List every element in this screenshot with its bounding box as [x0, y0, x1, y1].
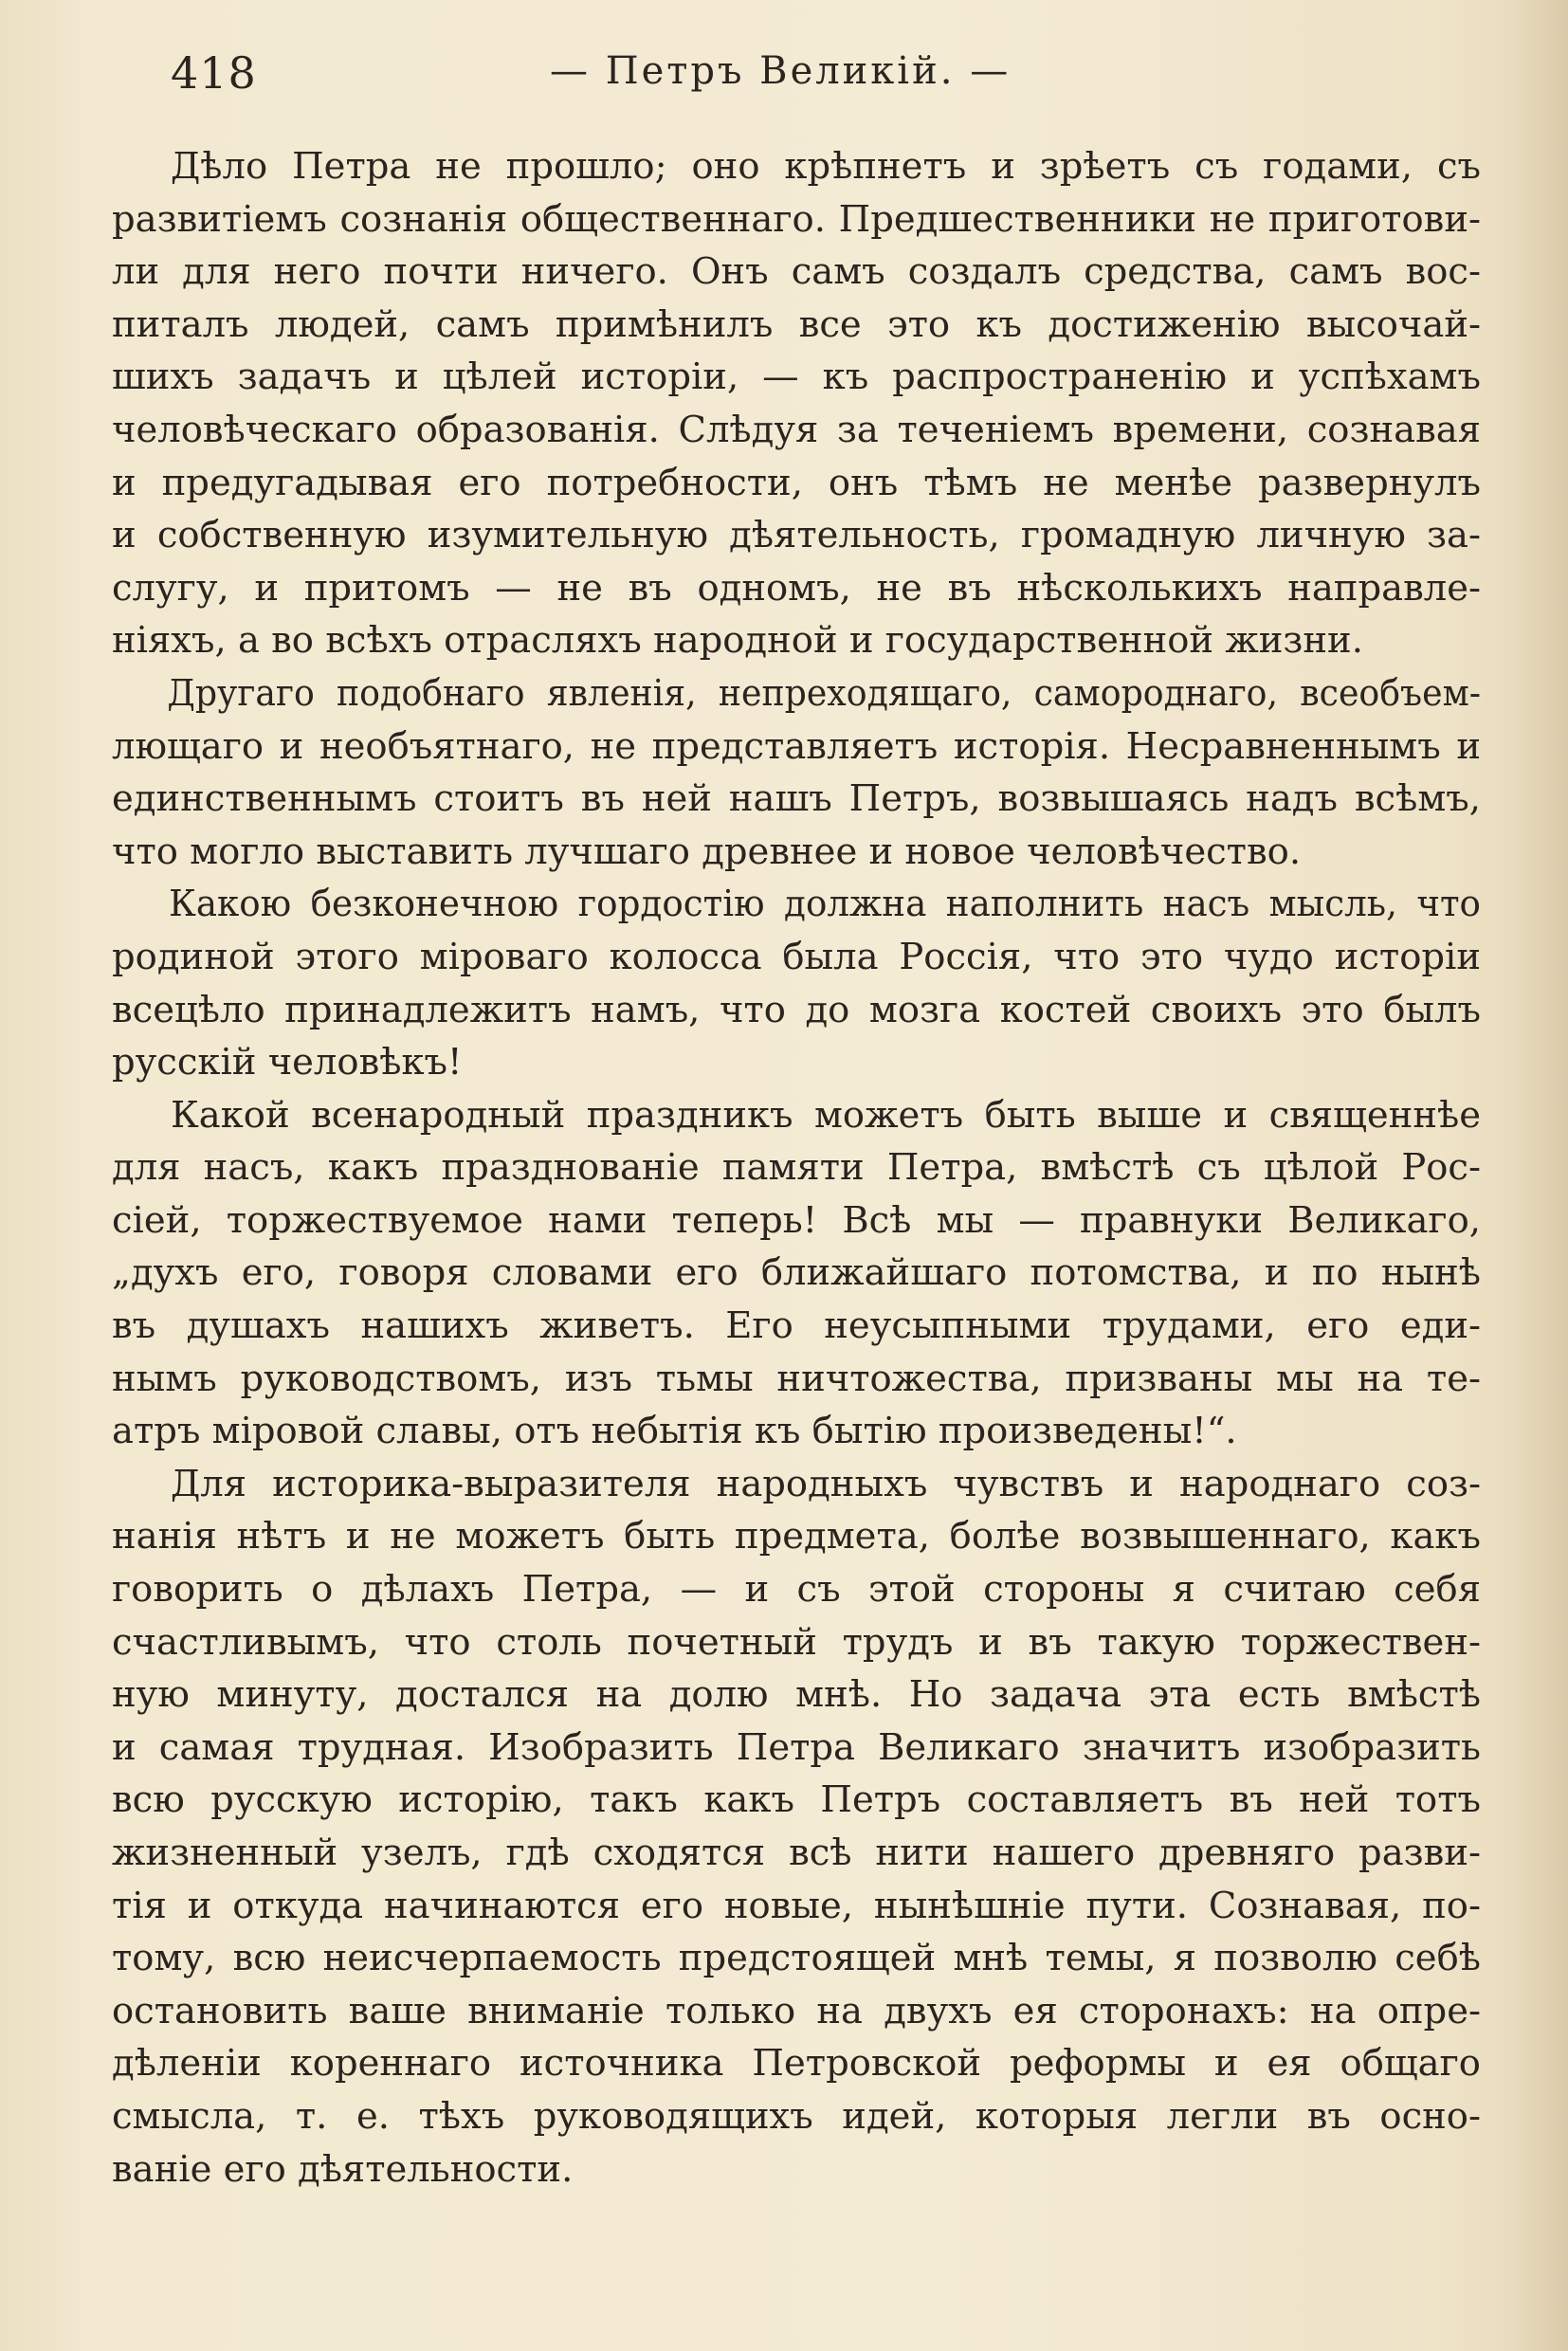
text-line: ніяхъ, а во всѣхъ отрасляхъ народной и государственной жизни. [112, 619, 1363, 663]
text-line: Другаго подобнаго явленія, непреходящаго, самороднаго, всеобъем- [167, 671, 1482, 715]
text-line: и самая трудная. Изобразить Петра Великаго значитъ изобразить [112, 1725, 1481, 1769]
paragraph [112, 140, 1481, 667]
text-line: тому, всю неисчерпаемость предстоящей мнѣ темы, я позволю себѣ [112, 1937, 1481, 1980]
text-line: всю русскую исторію, такъ какъ Петръ составляетъ въ ней тотъ [112, 1778, 1481, 1822]
text-line: для насъ, какъ празднованіе памяти Петра, вмѣстѣ съ цѣлой Рос- [112, 1146, 1481, 1190]
text-line: нанія нѣтъ и не можетъ быть предмета, болѣе возвышеннаго, какъ [112, 1515, 1481, 1558]
text-line: и собственную изумительную дѣятельность, громадную личную за- [112, 514, 1481, 557]
text-line: „духъ его, говоря словами его ближайшаго потомства, и по нынѣ [112, 1251, 1481, 1295]
text-line: ную минуту, достался на долю мнѣ. Но задача эта есть вмѣстѣ [112, 1673, 1481, 1717]
text-line: тія и откуда начинаются его новые, нынѣшніе пути. Сознавая, по- [112, 1884, 1481, 1927]
text-line: сіей, торжествуемое нами теперь! Всѣ мы — правнуки Великаго, [112, 1198, 1481, 1242]
text-line: единственнымъ стоитъ въ ней нашъ Петръ, возвышаясь надъ всѣмъ, [112, 777, 1481, 821]
text-line: Какой всенародный праздникъ можетъ быть выше и священнѣе [171, 1093, 1481, 1137]
text-line: счастливымъ, что столь почетный трудъ и въ такую торжествен- [112, 1620, 1481, 1664]
page-number: 418 [171, 47, 257, 99]
text-line: шихъ задачъ и цѣлей исторіи, — къ распространенію и успѣхамъ [112, 355, 1481, 399]
text-line: родиной этого міроваго колосса была Россія, что это чудо исторіи [112, 935, 1481, 978]
text-line: всецѣло принадлежитъ намъ, что до мозга костей своихъ это былъ [112, 988, 1481, 1031]
text-line: смысла, т. е. тѣхъ руководящихъ идей, которыя легли въ осно- [112, 2094, 1481, 2138]
text-line: говорить о дѣлахъ Петра, — и съ этой стороны я считаю себя [112, 1568, 1481, 1612]
text-line: Для историка-выразителя народныхъ чувствъ и народнаго соз- [171, 1462, 1481, 1505]
running-title: — Петръ Великій. — [550, 49, 1012, 93]
body-text [112, 140, 1481, 2196]
text-line: жизненный узелъ, гдѣ сходятся всѣ нити нашего древняго разви- [112, 1832, 1481, 1874]
paragraph [112, 667, 1481, 878]
paragraph [112, 1089, 1481, 1458]
text-line: нымъ руководствомъ, изъ тьмы ничтожества, призваны мы на те- [112, 1357, 1481, 1400]
paragraph [112, 878, 1481, 1088]
paragraph [112, 1458, 1481, 2196]
text-line: дѣленіи кореннаго источника Петровской реформы и ея общаго [112, 2042, 1481, 2086]
text-line: ваніе его дѣятельности. [112, 2147, 574, 2191]
text-line: питалъ людей, самъ примѣнилъ все это къ достиженію высочай- [112, 302, 1481, 346]
text-line: атръ міровой славы, отъ небытія къ бытію произведены!“. [112, 1410, 1237, 1453]
text-line: ли для него почти ничего. Онъ самъ создалъ средства, самъ вос- [112, 250, 1481, 294]
text-line: что могло выставить лучшаго древнее и новое человѣчество. [112, 829, 1302, 873]
text-line: человѣческаго образованія. Слѣдуя за теченіемъ времени, сознавая [112, 408, 1481, 451]
text-line: Какою безконечною гордостію должна наполнить насъ мысль, что [168, 883, 1481, 926]
text-line: лющаго и необъятнаго, не представляетъ исторія. Несравненнымъ и [112, 724, 1481, 768]
text-line: и предугадывая его потребности, онъ тѣмъ не менѣе развернулъ [112, 461, 1481, 504]
text-line: остановить ваше вниманіе только на двухъ ея сторонахъ: на опре- [112, 1989, 1481, 2032]
text-line: русскій человѣкъ! [112, 1041, 463, 1084]
text-line: слугу, и притомъ — не въ одномъ, не въ нѣсколькихъ направле- [112, 566, 1481, 610]
text-line: Дѣло Петра не прошло; оно крѣпнетъ и зрѣетъ съ годами, съ [171, 145, 1481, 188]
text-line: въ душахъ нашихъ живетъ. Его неусыпными трудами, его еди- [112, 1304, 1481, 1348]
text-line: развитіемъ сознанія общественнаго. Предшественники не приготови- [112, 197, 1481, 241]
running-head [0, 47, 1568, 114]
